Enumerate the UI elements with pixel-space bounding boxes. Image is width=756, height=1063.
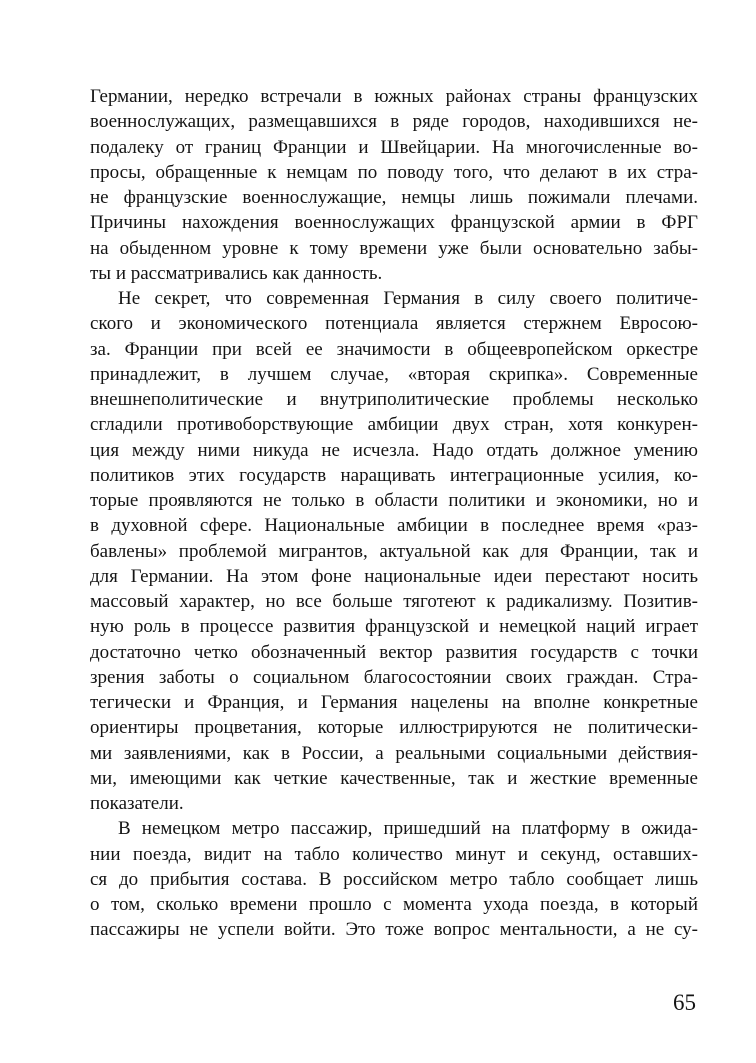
text-line: внешнеполитические и внутриполитические проблемы несколько xyxy=(90,389,698,410)
text-line: Не секрет, что современная Германия в силу своего политиче- xyxy=(118,288,698,309)
text-line: ского и экономического потенциала является стержнем Евросою- xyxy=(90,313,698,335)
text-line: просы, обращенные к немцам по поводу того, что делают в их стра- xyxy=(90,161,698,183)
text-line: ную роль в процессе развития французской и немецкой наций играет xyxy=(90,616,698,638)
text-line: торые проявляются не только в области политики и экономики, но и xyxy=(90,490,698,511)
text-line: на обыденном уровне к тому времени уже были основательно забы- xyxy=(90,237,698,259)
text-line: достаточно четко обозначенный вектор развития государств с точки xyxy=(90,641,698,663)
text-line: Причины нахождения военнослужащих французской армии в ФРГ xyxy=(90,212,698,234)
text-line: в духовной сфере. Национальные амбиции в последнее время «раз- xyxy=(90,515,698,537)
text-line: В немецком метро пассажир, пришедший на платформу в ожида- xyxy=(118,818,698,840)
text-line: сгладили противоборствующие амбиции двух стран, хотя конкурен- xyxy=(90,414,698,436)
text-line: ция между ними никуда не исчезла. Надо отдать должное умению xyxy=(90,439,698,461)
body-text xyxy=(90,84,698,943)
text-line: ориентиры процветания, которые иллюстрируются не политически- xyxy=(90,717,698,739)
text-line: ты и рассматривались как данность. xyxy=(90,262,383,284)
text-line: для Германии. На этом фоне национальные идеи перестают носить xyxy=(90,565,698,587)
text-line: массовый характер, но все больше тяготеют к радикализму. Позитив- xyxy=(90,591,698,612)
paragraph-3 xyxy=(90,816,698,942)
text-line: нии поезда, видит на табло количество минут и секунд, оставших- xyxy=(90,843,698,865)
text-line: бавлены» проблемой мигрантов, актуальной как для Франции, так и xyxy=(90,540,698,562)
text-line: политиков этих государств наращивать интеграционные усилия, ко- xyxy=(90,464,698,486)
text-line: подалеку от границ Франции и Швейцарии. На многочисленные во- xyxy=(90,136,698,158)
text-line: показатели. xyxy=(90,793,184,814)
text-line: не французские военнослужащие, немцы лишь пожимали плечами. xyxy=(90,187,698,208)
text-line: зрения заботы о социальном благосостоянии своих граждан. Стра- xyxy=(90,666,698,688)
text-line: военнослужащих, размещавшихся в ряде городов, находившихся не- xyxy=(90,111,698,133)
text-line: за. Франции при всей ее значимости в общеевропейском оркестре xyxy=(90,338,698,360)
text-line: принадлежит, в лучшем случае, «вторая скрипка». Современные xyxy=(90,363,698,385)
text-line: Германии, нередко встречали в южных районах страны французских xyxy=(90,86,698,107)
text-line: ми, имеющими как четкие качественные, так и жесткие временные xyxy=(90,767,698,789)
text-line: ся до прибытия состава. В российском метро табло сообщает лишь xyxy=(90,868,698,890)
text-line: ми заявлениями, как в России, а реальными социальными действия- xyxy=(90,742,698,764)
text-line: пассажиры не успели войти. Это тоже вопрос ментальности, а не су- xyxy=(90,919,698,941)
page-number: 65 xyxy=(673,990,696,1015)
text-line: о том, сколько времени прошло с момента ухода поезда, в который xyxy=(90,894,698,915)
text-line: тегически и Франция, и Германия нацелены на вполне конкретные xyxy=(90,692,698,713)
paragraph-1 xyxy=(90,84,698,286)
paragraph-2 xyxy=(90,286,698,816)
